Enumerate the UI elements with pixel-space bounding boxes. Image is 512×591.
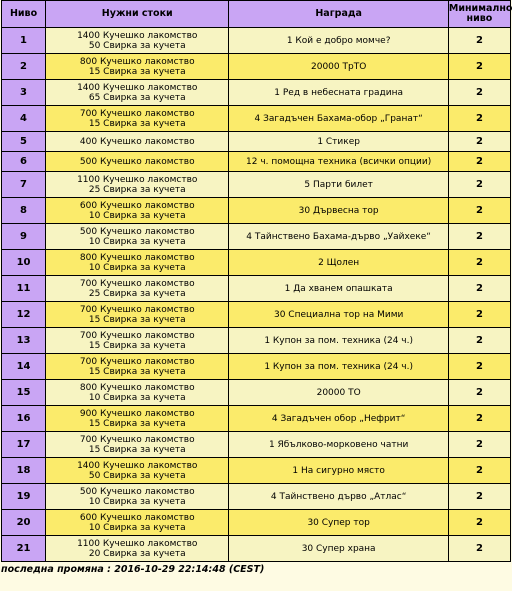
item-line: 15 Свирка за кучета bbox=[88, 366, 186, 377]
item-line: 700 Кучешко лакомство bbox=[79, 108, 195, 119]
item-line: 10 Свирка за кучета bbox=[88, 496, 186, 507]
min-level-cell: 2 bbox=[449, 54, 510, 79]
items-cell bbox=[46, 224, 228, 249]
header-level: Ниво bbox=[2, 1, 45, 27]
items-cell bbox=[46, 172, 228, 197]
level-cell: 1 bbox=[2, 28, 45, 53]
items-cell bbox=[46, 106, 228, 131]
reward-cell: 5 Парти билет bbox=[229, 172, 447, 197]
level-cell: 17 bbox=[2, 432, 45, 457]
item-line: 1100 Кучешко лакомство bbox=[77, 538, 198, 549]
reward-cell: 4 Тайнствено дърво „Атлас“ bbox=[229, 484, 447, 509]
level-cell: 10 bbox=[2, 250, 45, 275]
item-line: 700 Кучешко лакомство bbox=[79, 304, 195, 315]
item-line: 1400 Кучешко лакомство bbox=[77, 30, 198, 41]
header-min-level: Минимално ниво bbox=[449, 1, 510, 27]
item-line: 900 Кучешко лакомство bbox=[79, 408, 195, 419]
table-row bbox=[2, 510, 510, 535]
item-line: 1100 Кучешко лакомство bbox=[77, 174, 198, 185]
table-row bbox=[2, 302, 510, 327]
items-cell bbox=[46, 536, 228, 561]
item-line: 800 Кучешко лакомство bbox=[79, 252, 195, 263]
min-level-cell: 2 bbox=[449, 198, 510, 223]
min-level-cell: 2 bbox=[449, 276, 510, 301]
items-cell bbox=[46, 484, 228, 509]
item-line: 15 Свирка за кучета bbox=[88, 444, 186, 455]
item-line: 400 Кучешко лакомство bbox=[79, 136, 195, 147]
item-line: 50 Свирка за кучета bbox=[88, 40, 186, 51]
level-cell: 9 bbox=[2, 224, 45, 249]
items-cell bbox=[46, 406, 228, 431]
item-line: 700 Кучешко лакомство bbox=[79, 278, 195, 289]
level-cell: 14 bbox=[2, 354, 45, 379]
item-line: 10 Свирка за кучета bbox=[88, 236, 186, 247]
table-row bbox=[2, 80, 510, 105]
reward-cell: 1 Стикер bbox=[229, 132, 447, 151]
items-cell bbox=[46, 132, 228, 151]
item-line: 25 Свирка за кучета bbox=[88, 184, 186, 195]
level-cell: 7 bbox=[2, 172, 45, 197]
reward-cell: 2 Щолен bbox=[229, 250, 447, 275]
reward-cell: 1 Кой е добро момче? bbox=[229, 28, 447, 53]
item-line: 500 Кучешко лакомство bbox=[79, 486, 195, 497]
level-cell: 6 bbox=[2, 152, 45, 171]
table-row bbox=[2, 354, 510, 379]
item-line: 700 Кучешко лакомство bbox=[79, 330, 195, 341]
min-level-cell: 2 bbox=[449, 302, 510, 327]
table-row bbox=[2, 224, 510, 249]
level-cell: 21 bbox=[2, 536, 45, 561]
item-line: 10 Свирка за кучета bbox=[88, 210, 186, 221]
item-line: 20 Свирка за кучета bbox=[88, 548, 186, 559]
items-cell bbox=[46, 380, 228, 405]
table-row bbox=[2, 406, 510, 431]
item-line: 700 Кучешко лакомство bbox=[79, 356, 195, 367]
items-cell bbox=[46, 80, 228, 105]
items-cell bbox=[46, 198, 228, 223]
level-cell: 5 bbox=[2, 132, 45, 151]
item-line: 25 Свирка за кучета bbox=[88, 288, 186, 299]
min-level-cell: 2 bbox=[449, 536, 510, 561]
table-row bbox=[2, 132, 510, 151]
reward-cell: 20000 ТрТО bbox=[229, 54, 447, 79]
table-row bbox=[2, 484, 510, 509]
item-line: 500 Кучешко лакомство bbox=[79, 156, 195, 167]
level-cell: 8 bbox=[2, 198, 45, 223]
header-row bbox=[2, 1, 510, 27]
reward-cell: 1 Да хванем опашката bbox=[229, 276, 447, 301]
last-modified: последна промяна : 2016-10-29 22:14:48 (CEST) bbox=[1, 564, 265, 575]
reward-cell: 1 На сигурно място bbox=[229, 458, 447, 483]
reward-cell: 30 Супер тор bbox=[229, 510, 447, 535]
items-cell bbox=[46, 302, 228, 327]
level-cell: 4 bbox=[2, 106, 45, 131]
reward-cell: 30 Дървесна тор bbox=[229, 198, 447, 223]
min-level-cell: 2 bbox=[449, 28, 510, 53]
reward-cell: 4 Загадъчен обор „Нефрит“ bbox=[229, 406, 447, 431]
min-level-cell: 2 bbox=[449, 132, 510, 151]
item-line: 1400 Кучешко лакомство bbox=[77, 460, 198, 471]
table-row bbox=[2, 172, 510, 197]
min-level-cell: 2 bbox=[449, 380, 510, 405]
table-row bbox=[2, 328, 510, 353]
header-items: Нужни стоки bbox=[46, 1, 228, 27]
reward-cell: 20000 ТО bbox=[229, 380, 447, 405]
reward-cell: 4 Загадъчен Бахама-обор „Гранат“ bbox=[229, 106, 447, 131]
item-line: 500 Кучешко лакомство bbox=[79, 226, 195, 237]
level-cell: 13 bbox=[2, 328, 45, 353]
table-row bbox=[2, 54, 510, 79]
level-cell: 11 bbox=[2, 276, 45, 301]
min-level-cell: 2 bbox=[449, 250, 510, 275]
table-row bbox=[2, 380, 510, 405]
reward-cell: 12 ч. помощна техника (всички опции) bbox=[229, 152, 447, 171]
item-line: 65 Свирка за кучета bbox=[88, 92, 186, 103]
item-line: 15 Свирка за кучета bbox=[88, 340, 186, 351]
min-level-cell: 2 bbox=[449, 432, 510, 457]
min-level-cell: 2 bbox=[449, 106, 510, 131]
level-cell: 16 bbox=[2, 406, 45, 431]
rewards-table bbox=[1, 0, 511, 562]
min-level-cell: 2 bbox=[449, 484, 510, 509]
min-level-cell: 2 bbox=[449, 80, 510, 105]
table-row bbox=[2, 276, 510, 301]
reward-cell: 1 Купон за пом. техника (24 ч.) bbox=[229, 354, 447, 379]
level-cell: 15 bbox=[2, 380, 45, 405]
item-line: 15 Свирка за кучета bbox=[88, 66, 186, 77]
item-line: 15 Свирка за кучета bbox=[88, 418, 186, 429]
level-cell: 3 bbox=[2, 80, 45, 105]
item-line: 15 Свирка за кучета bbox=[88, 118, 186, 129]
items-cell bbox=[46, 432, 228, 457]
table-row bbox=[2, 432, 510, 457]
item-line: 600 Кучешко лакомство bbox=[79, 512, 195, 523]
item-line: 10 Свирка за кучета bbox=[88, 392, 186, 403]
item-line: 10 Свирка за кучета bbox=[88, 262, 186, 273]
items-cell bbox=[46, 152, 228, 171]
table-row bbox=[2, 536, 510, 561]
items-cell bbox=[46, 458, 228, 483]
min-level-cell: 2 bbox=[449, 328, 510, 353]
reward-cell: 30 Специална тор на Мими bbox=[229, 302, 447, 327]
header-reward: Награда bbox=[229, 1, 447, 27]
table-row bbox=[2, 250, 510, 275]
item-line: 600 Кучешко лакомство bbox=[79, 200, 195, 211]
items-cell bbox=[46, 250, 228, 275]
table-row bbox=[2, 458, 510, 483]
items-cell bbox=[46, 328, 228, 353]
min-level-cell: 2 bbox=[449, 152, 510, 171]
item-line: 1400 Кучешко лакомство bbox=[77, 82, 198, 93]
min-level-cell: 2 bbox=[449, 510, 510, 535]
table-body bbox=[2, 28, 510, 561]
item-line: 700 Кучешко лакомство bbox=[79, 434, 195, 445]
items-cell bbox=[46, 54, 228, 79]
reward-cell: 1 Ябълково-морковено чатни bbox=[229, 432, 447, 457]
level-cell: 2 bbox=[2, 54, 45, 79]
reward-cell: 1 Купон за пом. техника (24 ч.) bbox=[229, 328, 447, 353]
min-level-cell: 2 bbox=[449, 172, 510, 197]
min-level-cell: 2 bbox=[449, 354, 510, 379]
table-row bbox=[2, 198, 510, 223]
items-cell bbox=[46, 276, 228, 301]
item-line: 15 Свирка за кучета bbox=[88, 314, 186, 325]
min-level-cell: 2 bbox=[449, 224, 510, 249]
level-cell: 12 bbox=[2, 302, 45, 327]
level-cell: 19 bbox=[2, 484, 45, 509]
items-cell bbox=[46, 28, 228, 53]
reward-cell: 4 Тайнствено Бахама-дърво „Уайхеке“ bbox=[229, 224, 447, 249]
item-line: 800 Кучешко лакомство bbox=[79, 56, 195, 67]
reward-cell: 1 Ред в небесната градина bbox=[229, 80, 447, 105]
min-level-cell: 2 bbox=[449, 406, 510, 431]
items-cell bbox=[46, 354, 228, 379]
item-line: 50 Свирка за кучета bbox=[88, 470, 186, 481]
table-row bbox=[2, 28, 510, 53]
item-line: 10 Свирка за кучета bbox=[88, 522, 186, 533]
reward-cell: 30 Супер храна bbox=[229, 536, 447, 561]
level-cell: 20 bbox=[2, 510, 45, 535]
min-level-cell: 2 bbox=[449, 458, 510, 483]
table-row bbox=[2, 152, 510, 171]
level-cell: 18 bbox=[2, 458, 45, 483]
item-line: 800 Кучешко лакомство bbox=[79, 382, 195, 393]
items-cell bbox=[46, 510, 228, 535]
table-row bbox=[2, 106, 510, 131]
